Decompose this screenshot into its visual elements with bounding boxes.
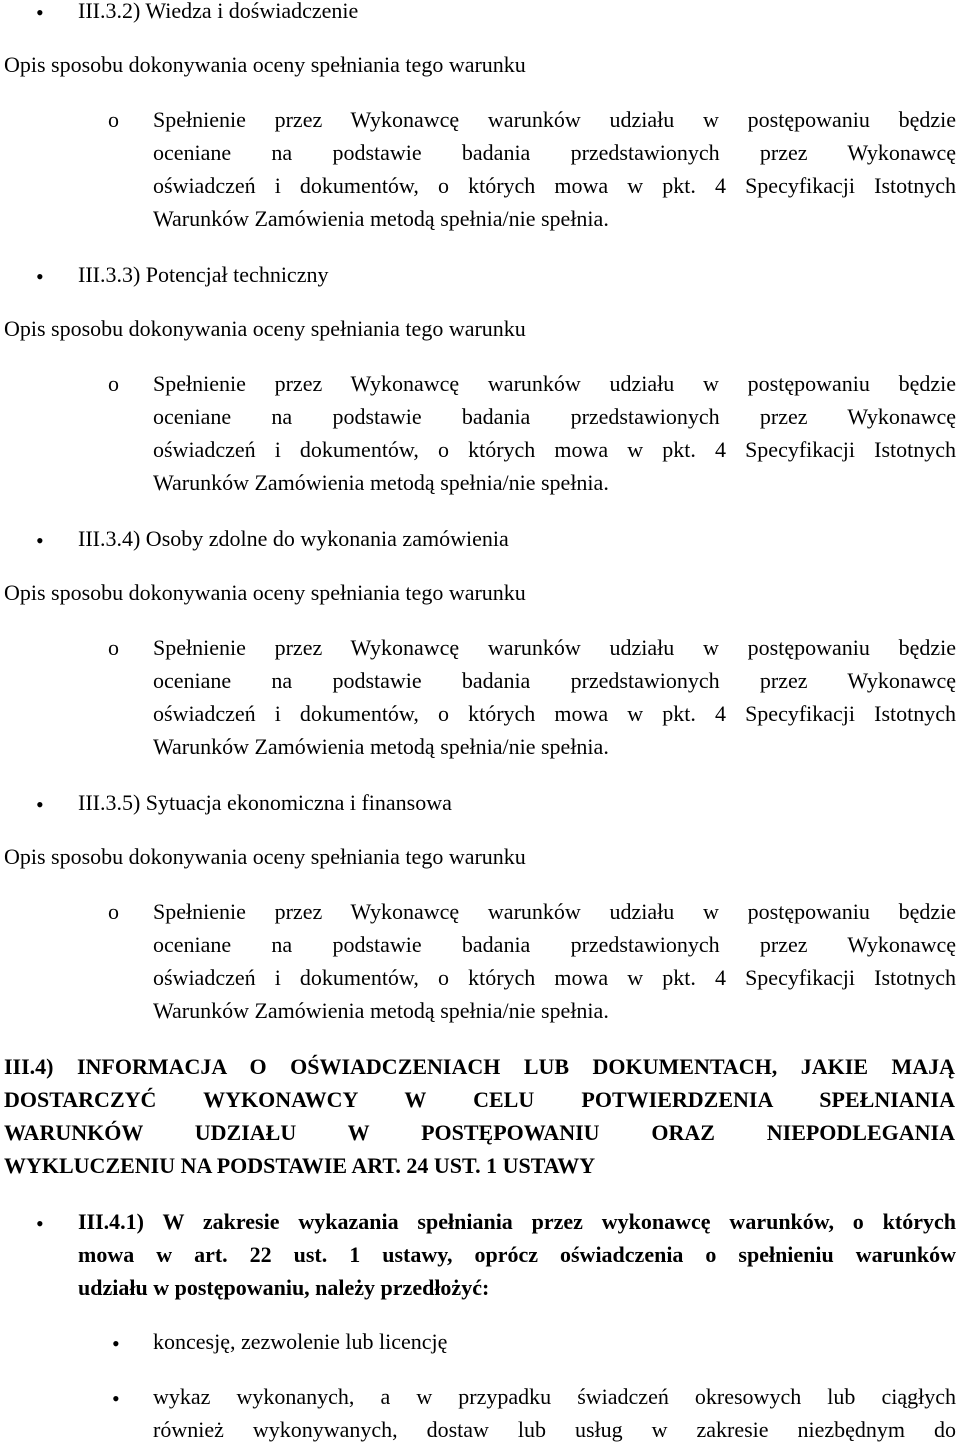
bullet-icon: • [36, 1211, 44, 1236]
criteria-text-line: oceniane na podstawie badania przedstawionych przez Wykonawcę [153, 668, 956, 693]
document-text-line: również wykonywanych, dostaw lub usług w zakresie niezbędnym do [153, 1417, 956, 1442]
section-description-label: Opis sposobu dokonywania oceny spełniania tego warunku [4, 52, 526, 77]
criteria-text-line: Spełnienie przez Wykonawcę warunków udziału w postępowaniu będzie [153, 635, 956, 660]
circle-bullet-icon: o [108, 107, 119, 132]
subsection-text-line: mowa w art. 22 ust. 1 ustawy, oprócz oświadczenia o spełnieniu warunków [78, 1242, 956, 1267]
heading-line: WARUNKÓW UDZIAŁU W POSTĘPOWANIU ORAZ NIEPODLEGANIA [4, 1120, 955, 1145]
document-text-line: wykaz wykonanych, a w przypadku świadczeń okresowych lub ciągłych [153, 1384, 956, 1409]
bullet-icon: • [112, 1331, 120, 1356]
subsection-text-line: udziału w postępowaniu, należy przedłożyć: [78, 1275, 490, 1300]
section-heading-row [0, 522, 960, 555]
criteria-text [153, 631, 956, 763]
section-heading: III.3.4) Osoby zdolne do wykonania zamówienia [78, 526, 509, 551]
criteria-text-line: oświadczeń i dokumentów, o których mowa w pkt. 4 Specyfikacji Istotnych [153, 173, 956, 198]
document-text [153, 1380, 956, 1446]
criteria-text-line: oświadczeń i dokumentów, o których mowa w pkt. 4 Specyfikacji Istotnych [153, 701, 956, 726]
criteria-text [153, 103, 956, 235]
bullet-icon: • [112, 1386, 120, 1411]
criteria-text-line: Spełnienie przez Wykonawcę warunków udziału w postępowaniu będzie [153, 899, 956, 924]
document-text-line: koncesję, zezwolenie lub licencję [153, 1329, 448, 1354]
circle-bullet-icon: o [108, 635, 119, 660]
section-4-heading [4, 1050, 955, 1182]
section-description-label: Opis sposobu dokonywania oceny spełniania tego warunku [4, 844, 526, 869]
heading-line: DOSTARCZYĆ WYKONAWCY W CELU POTWIERDZENIA SPEŁNIANIA [4, 1087, 955, 1112]
section-heading: III.3.5) Sytuacja ekonomiczna i finansowa [78, 790, 452, 815]
criteria-text [153, 895, 956, 1027]
criteria-text-line: oceniane na podstawie badania przedstawionych przez Wykonawcę [153, 140, 956, 165]
document-text [153, 1325, 956, 1358]
section-heading: III.3.2) Wiedza i doświadczenie [78, 0, 359, 23]
criteria-text-line: oceniane na podstawie badania przedstawionych przez Wykonawcę [153, 932, 956, 957]
heading-line: WYKLUCZENIU NA PODSTAWIE ART. 24 UST. 1 USTAWY [4, 1153, 596, 1178]
criteria-text-line: oceniane na podstawie badania przedstawionych przez Wykonawcę [153, 404, 956, 429]
bullet-icon: • [36, 528, 44, 553]
section-description-label: Opis sposobu dokonywania oceny spełniania tego warunku [4, 580, 526, 605]
bullet-icon: • [36, 792, 44, 817]
criteria-text-line: oświadczeń i dokumentów, o których mowa w pkt. 4 Specyfikacji Istotnych [153, 965, 956, 990]
section-heading-row [0, 258, 960, 291]
section-heading: III.3.3) Potencjał techniczny [78, 262, 329, 287]
criteria-text-line: Warunków Zamówienia metodą spełnia/nie spełnia. [153, 734, 609, 759]
circle-bullet-icon: o [108, 371, 119, 396]
criteria-text-line: Spełnienie przez Wykonawcę warunków udziału w postępowaniu będzie [153, 371, 956, 396]
criteria-text [153, 367, 956, 499]
section-description-label: Opis sposobu dokonywania oceny spełniania tego warunku [4, 316, 526, 341]
bullet-icon: • [36, 0, 44, 25]
criteria-text-line: oświadczeń i dokumentów, o których mowa w pkt. 4 Specyfikacji Istotnych [153, 437, 956, 462]
circle-bullet-icon: o [108, 899, 119, 924]
heading-line: III.4) INFORMACJA O OŚWIADCZENIACH LUB DOKUMENTACH, JAKIE MAJĄ [4, 1054, 955, 1079]
subsection-text-line: III.4.1) W zakresie wykazania spełniania przez wykonawcę warunków, o których [78, 1209, 956, 1234]
bullet-icon: • [36, 264, 44, 289]
criteria-text-line: Warunków Zamówienia metodą spełnia/nie spełnia. [153, 998, 609, 1023]
section-heading-row [0, 0, 960, 27]
criteria-text-line: Spełnienie przez Wykonawcę warunków udziału w postępowaniu będzie [153, 107, 956, 132]
section-heading-row [0, 786, 960, 819]
subsection-text [78, 1205, 956, 1304]
criteria-text-line: Warunków Zamówienia metodą spełnia/nie spełnia. [153, 470, 609, 495]
criteria-text-line: Warunków Zamówienia metodą spełnia/nie spełnia. [153, 206, 609, 231]
